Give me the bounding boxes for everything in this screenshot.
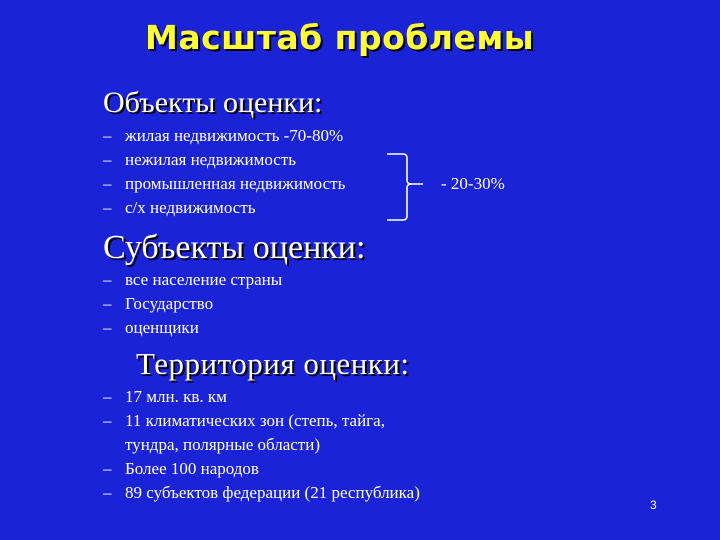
- bullet-dash: –: [103, 411, 112, 430]
- bullet-dash: –: [103, 198, 112, 217]
- list-item-continuation: тундра, полярные области): [125, 435, 320, 454]
- group-share-label: - 20-30%: [441, 174, 505, 193]
- bullet-dash: –: [103, 459, 112, 478]
- bullet-dash: –: [103, 294, 112, 313]
- list-item-text: оценщики: [125, 318, 199, 337]
- bullet-dash: –: [103, 387, 112, 406]
- list-item-text: нежилая недвижимость: [125, 150, 297, 169]
- list-item-text: все население страны: [125, 270, 283, 289]
- bullet-dash: –: [103, 150, 112, 169]
- subjects-heading: Субъекты оценки:: [103, 229, 366, 266]
- bullet-dash: –: [103, 126, 112, 145]
- list-item: [103, 457, 320, 481]
- bullet-dash: –: [103, 318, 112, 337]
- slide-title: Масштаб проблемы: [145, 18, 535, 57]
- objects-heading: Объекты оценки:: [103, 86, 323, 119]
- list-item-text: Государство: [125, 294, 214, 313]
- bullet-dash: –: [103, 483, 112, 502]
- list-item-text: жилая недвижимость -70-80%: [125, 126, 344, 145]
- territory-list: [103, 385, 420, 505]
- group-bracket: [385, 146, 441, 226]
- list-item-text: промышленная недвижимость: [125, 174, 346, 193]
- list-item: [103, 481, 420, 505]
- list-item-text: 89 субъектов федерации (21 республика): [125, 483, 420, 502]
- list-item: [103, 385, 320, 409]
- list-item: [103, 409, 385, 433]
- list-item-text: Более 100 народов: [125, 459, 259, 478]
- slide-number: 3: [650, 498, 657, 512]
- list-item-text: 17 млн. кв. км: [125, 387, 227, 406]
- territory-heading: Территория оценки:: [136, 346, 410, 381]
- bullet-dash: –: [103, 270, 112, 289]
- list-item-text: с/х недвижимость: [125, 198, 256, 217]
- list-item-text: 11 климатических зон (степь, тайга,: [125, 411, 385, 430]
- bullet-dash: –: [103, 174, 112, 193]
